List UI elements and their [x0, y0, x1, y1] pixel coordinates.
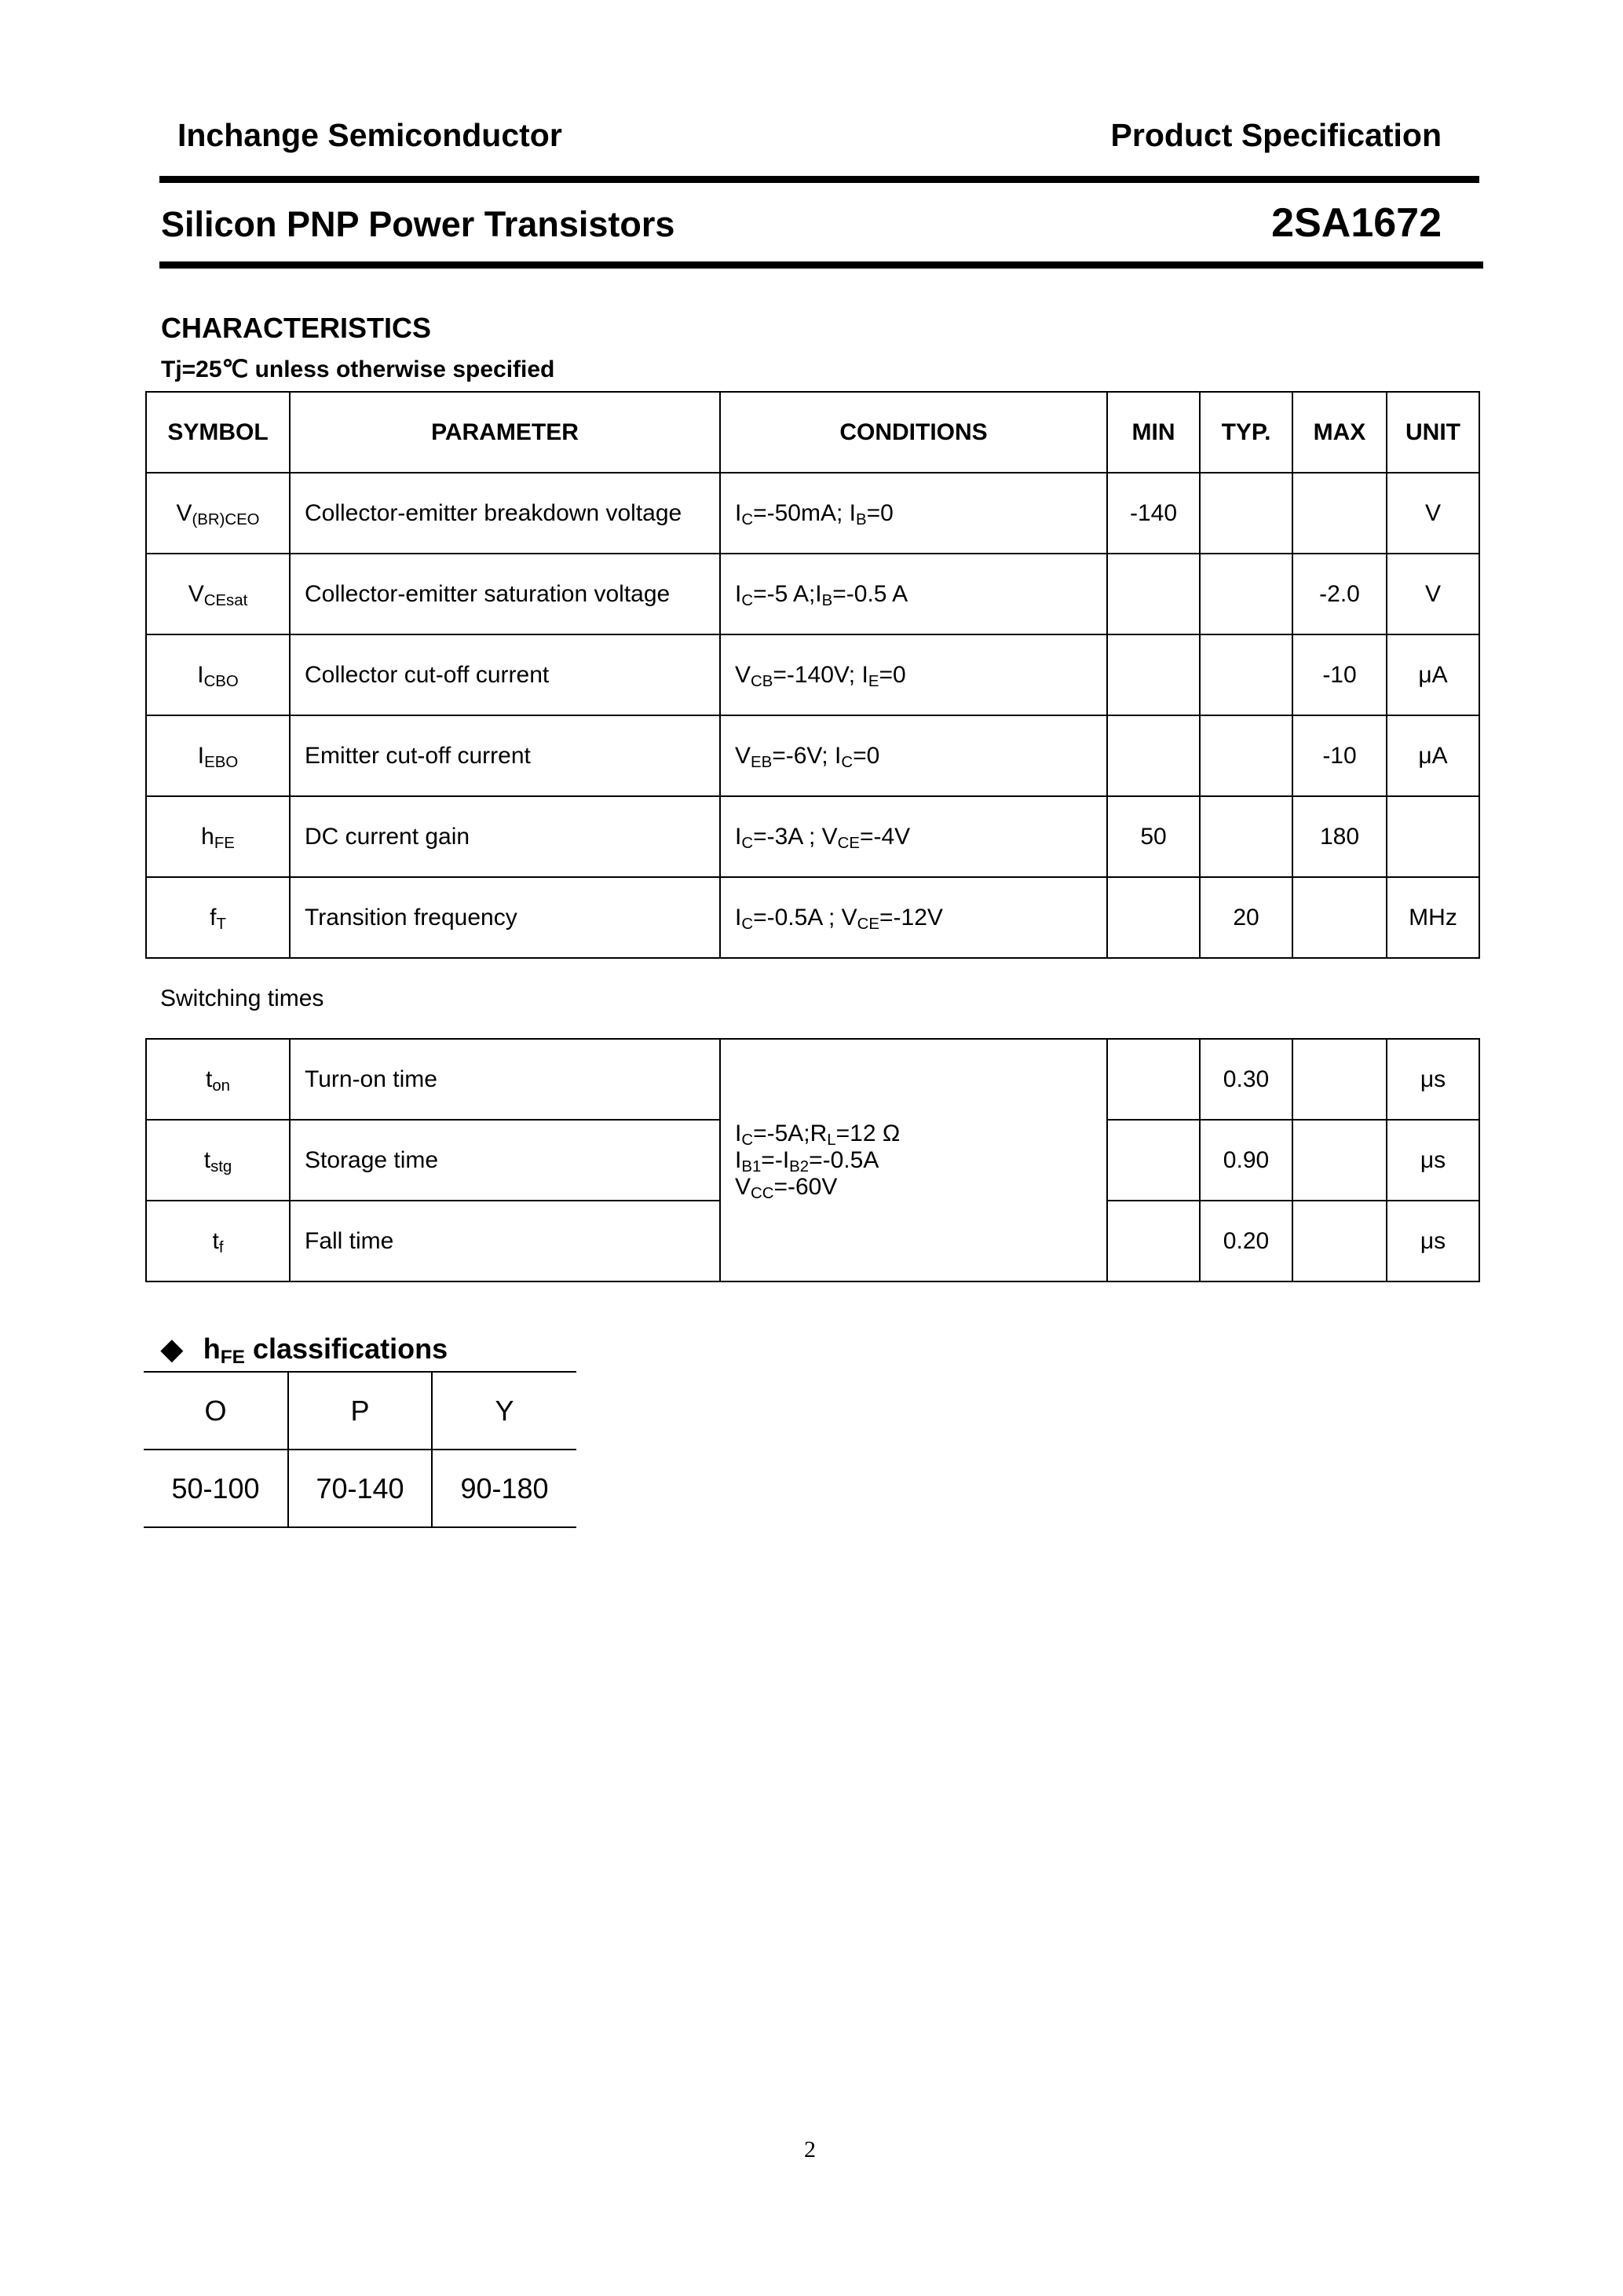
symbol-main: t: [205, 1066, 213, 1092]
condition-value: =-4V: [859, 823, 911, 850]
unit-cell: V: [1387, 554, 1479, 634]
symbol-main: V: [176, 499, 192, 526]
min-cell: [1107, 1120, 1200, 1201]
table-row: [146, 473, 1479, 554]
condition-value: =-140V;: [773, 661, 862, 688]
page-number: 2: [804, 2137, 816, 2163]
hfe-range-p: 70-140: [288, 1450, 432, 1527]
min-cell: [1107, 634, 1200, 715]
condition-var-sub: CB: [751, 672, 773, 690]
conditions-cell: [720, 473, 1107, 554]
symbol-sub: EBO: [204, 753, 239, 771]
symbol-cell: [146, 1201, 290, 1281]
min-cell: [1107, 877, 1200, 958]
condition-var: I: [735, 1120, 742, 1146]
parameter-cell: Collector-emitter saturation voltage: [290, 554, 720, 634]
typ-cell: 0.20: [1200, 1201, 1292, 1281]
max-cell: [1292, 1120, 1387, 1201]
condition-var: I: [735, 823, 742, 850]
max-cell: 180: [1292, 796, 1387, 877]
condition-value: =0: [866, 499, 894, 526]
switching-condition-line: [735, 1174, 1106, 1201]
parameter-cell: Collector-emitter breakdown voltage: [290, 473, 720, 554]
part-number: 2SA1672: [1271, 200, 1442, 246]
column-header: SYMBOL: [146, 392, 290, 473]
unit-cell: V: [1387, 473, 1479, 554]
switching-conditions-cell: [720, 1039, 1107, 1281]
condition-var: I: [735, 499, 742, 526]
condition-value: =-5A;: [753, 1120, 810, 1146]
symbol-cell: [146, 554, 290, 634]
hfe-rank-o: O: [144, 1372, 288, 1450]
condition-value: =-6V;: [772, 742, 835, 769]
hfe-range-y: 90-180: [432, 1450, 576, 1527]
hfe-rank-p: P: [288, 1372, 432, 1450]
symbol-sub: (BR)CEO: [192, 510, 260, 528]
condition-var: V: [821, 823, 838, 850]
condition-var-sub: C: [741, 1131, 754, 1149]
symbol-cell: [146, 473, 290, 554]
condition-var-sub: CE: [837, 834, 860, 852]
symbol-cell: [146, 877, 290, 958]
header-rule-bottom: [159, 261, 1483, 269]
condition-var: V: [841, 904, 857, 930]
typ-cell: [1200, 796, 1292, 877]
hfe-classification-table: [144, 1371, 576, 1528]
symbol-sub: FE: [214, 834, 235, 852]
characteristics-title: CHARACTERISTICS: [161, 312, 432, 344]
symbol-sub: CEsat: [203, 591, 248, 609]
parameter-cell: Transition frequency: [290, 877, 720, 958]
product-line: Silicon PNP Power Transistors: [161, 204, 675, 244]
symbol-cell: [146, 1120, 290, 1201]
condition-value: =-50mA;: [753, 499, 850, 526]
condition-var: I: [782, 1146, 790, 1173]
condition-value: =12 Ω: [835, 1120, 901, 1146]
symbol-main: t: [203, 1146, 211, 1173]
unit-cell: [1387, 796, 1479, 877]
condition-var: R: [810, 1120, 828, 1146]
condition-var-sub: EB: [751, 753, 773, 771]
symbol-sub: on: [212, 1077, 231, 1095]
typ-cell: [1200, 715, 1292, 796]
max-cell: [1292, 473, 1387, 554]
parameter-cell: DC current gain: [290, 796, 720, 877]
symbol-main: h: [201, 823, 214, 850]
unit-cell: μs: [1387, 1120, 1479, 1201]
condition-var: V: [735, 742, 751, 769]
condition-value: =-0.5A: [809, 1146, 879, 1173]
unit-cell: μs: [1387, 1039, 1479, 1120]
symbol-cell: [146, 1039, 290, 1120]
min-cell: -140: [1107, 473, 1200, 554]
characteristics-table: [145, 391, 1480, 1282]
switching-condition-line: [735, 1121, 1106, 1147]
condition-var-sub: B2: [789, 1157, 810, 1175]
condition-var: I: [834, 742, 842, 769]
typ-cell: 0.30: [1200, 1039, 1292, 1120]
table-row: [146, 877, 1479, 958]
header-rule-top: [159, 176, 1479, 183]
switching-times-label: Switching times: [146, 958, 1479, 1039]
max-cell: [1292, 1201, 1387, 1281]
hfe-classifications-title: [161, 1333, 448, 1369]
condition-var-sub: L: [827, 1131, 836, 1149]
condition-value: =-5 A;: [753, 580, 816, 607]
parameter-cell: Collector cut-off current: [290, 634, 720, 715]
column-header: UNIT: [1387, 392, 1479, 473]
column-header: CONDITIONS: [720, 392, 1107, 473]
min-cell: [1107, 1201, 1200, 1281]
condition-var-sub: C: [741, 510, 754, 528]
max-cell: -2.0: [1292, 554, 1387, 634]
condition-var-sub: B1: [741, 1157, 762, 1175]
condition-var: I: [861, 661, 868, 688]
symbol-cell: [146, 796, 290, 877]
parameter-cell: Turn-on time: [290, 1039, 720, 1120]
parameter-cell: Fall time: [290, 1201, 720, 1281]
document-type: Product Specification: [1110, 117, 1442, 153]
temperature-condition-note: Tj=25℃ unless otherwise specified: [161, 356, 555, 382]
symbol-sub: T: [216, 915, 226, 933]
typ-cell: [1200, 554, 1292, 634]
table-header-row: [146, 392, 1479, 473]
column-header: MAX: [1292, 392, 1387, 473]
condition-value: =-0.5 A: [832, 580, 908, 607]
max-cell: [1292, 877, 1387, 958]
symbol-sub: CBO: [203, 672, 239, 690]
condition-value: =0: [853, 742, 880, 769]
switching-condition-line: [735, 1147, 1106, 1174]
condition-var: I: [735, 580, 742, 607]
condition-var-sub: C: [841, 753, 854, 771]
min-cell: [1107, 1039, 1200, 1120]
conditions-cell: [720, 796, 1107, 877]
condition-var: I: [735, 904, 742, 930]
condition-var-sub: C: [741, 591, 754, 609]
symbol-main: t: [212, 1227, 219, 1254]
conditions-cell: [720, 877, 1107, 958]
column-header: PARAMETER: [290, 392, 720, 473]
condition-var-sub: B: [855, 510, 867, 528]
condition-var: V: [735, 661, 751, 688]
conditions-cell: [720, 554, 1107, 634]
switching-times-label-row: [146, 958, 1479, 1039]
condition-var-sub: CE: [857, 915, 879, 933]
company-name: Inchange Semiconductor: [177, 117, 562, 153]
symbol-main: I: [197, 661, 204, 688]
condition-value: =-0.5A ;: [753, 904, 842, 930]
unit-cell: μA: [1387, 715, 1479, 796]
switching-row: [146, 1039, 1479, 1120]
typ-cell: [1200, 473, 1292, 554]
condition-var-sub: B: [821, 591, 833, 609]
symbol-main: V: [188, 580, 204, 607]
symbol-main: I: [197, 742, 205, 769]
conditions-cell: [720, 634, 1107, 715]
max-cell: -10: [1292, 715, 1387, 796]
condition-var-sub: C: [741, 834, 754, 852]
condition-var-sub: E: [868, 672, 879, 690]
hfe-rank-y: Y: [432, 1372, 576, 1450]
symbol-sub: f: [218, 1238, 224, 1256]
hfe-title-sub: FE: [220, 1347, 245, 1369]
table-row: [146, 796, 1479, 877]
typ-cell: 20: [1200, 877, 1292, 958]
condition-var: I: [735, 1146, 742, 1173]
max-cell: [1292, 1039, 1387, 1120]
condition-var-sub: C: [741, 915, 754, 933]
hfe-title-rest: classifications: [244, 1333, 448, 1365]
unit-cell: μs: [1387, 1201, 1479, 1281]
typ-cell: [1200, 634, 1292, 715]
condition-var: I: [849, 499, 856, 526]
hfe-value-row: [144, 1450, 576, 1527]
unit-cell: MHz: [1387, 877, 1479, 958]
condition-var: V: [735, 1173, 751, 1200]
condition-value: =-12V: [879, 904, 943, 930]
min-cell: [1107, 554, 1200, 634]
condition-value: =-60V: [773, 1173, 838, 1200]
hfe-range-o: 50-100: [144, 1450, 288, 1527]
hfe-header-row: [144, 1372, 576, 1450]
condition-value: =-3A ;: [753, 823, 822, 850]
parameter-cell: Storage time: [290, 1120, 720, 1201]
condition-var: I: [815, 580, 822, 607]
table-row: [146, 634, 1479, 715]
condition-value: =-: [761, 1146, 783, 1173]
symbol-sub: stg: [210, 1157, 232, 1175]
column-header: MIN: [1107, 392, 1200, 473]
min-cell: 50: [1107, 796, 1200, 877]
table-row: [146, 715, 1479, 796]
symbol-cell: [146, 634, 290, 715]
conditions-cell: [720, 715, 1107, 796]
typ-cell: 0.90: [1200, 1120, 1292, 1201]
unit-cell: μA: [1387, 634, 1479, 715]
max-cell: -10: [1292, 634, 1387, 715]
condition-value: =0: [879, 661, 906, 688]
symbol-main: f: [210, 904, 217, 930]
column-header: TYP.: [1200, 392, 1292, 473]
parameter-cell: Emitter cut-off current: [290, 715, 720, 796]
min-cell: [1107, 715, 1200, 796]
table-row: [146, 554, 1479, 634]
hfe-title-main: h: [203, 1333, 221, 1365]
diamond-bullet-icon: ◆: [161, 1333, 183, 1365]
symbol-cell: [146, 715, 290, 796]
condition-var-sub: CC: [751, 1184, 774, 1202]
